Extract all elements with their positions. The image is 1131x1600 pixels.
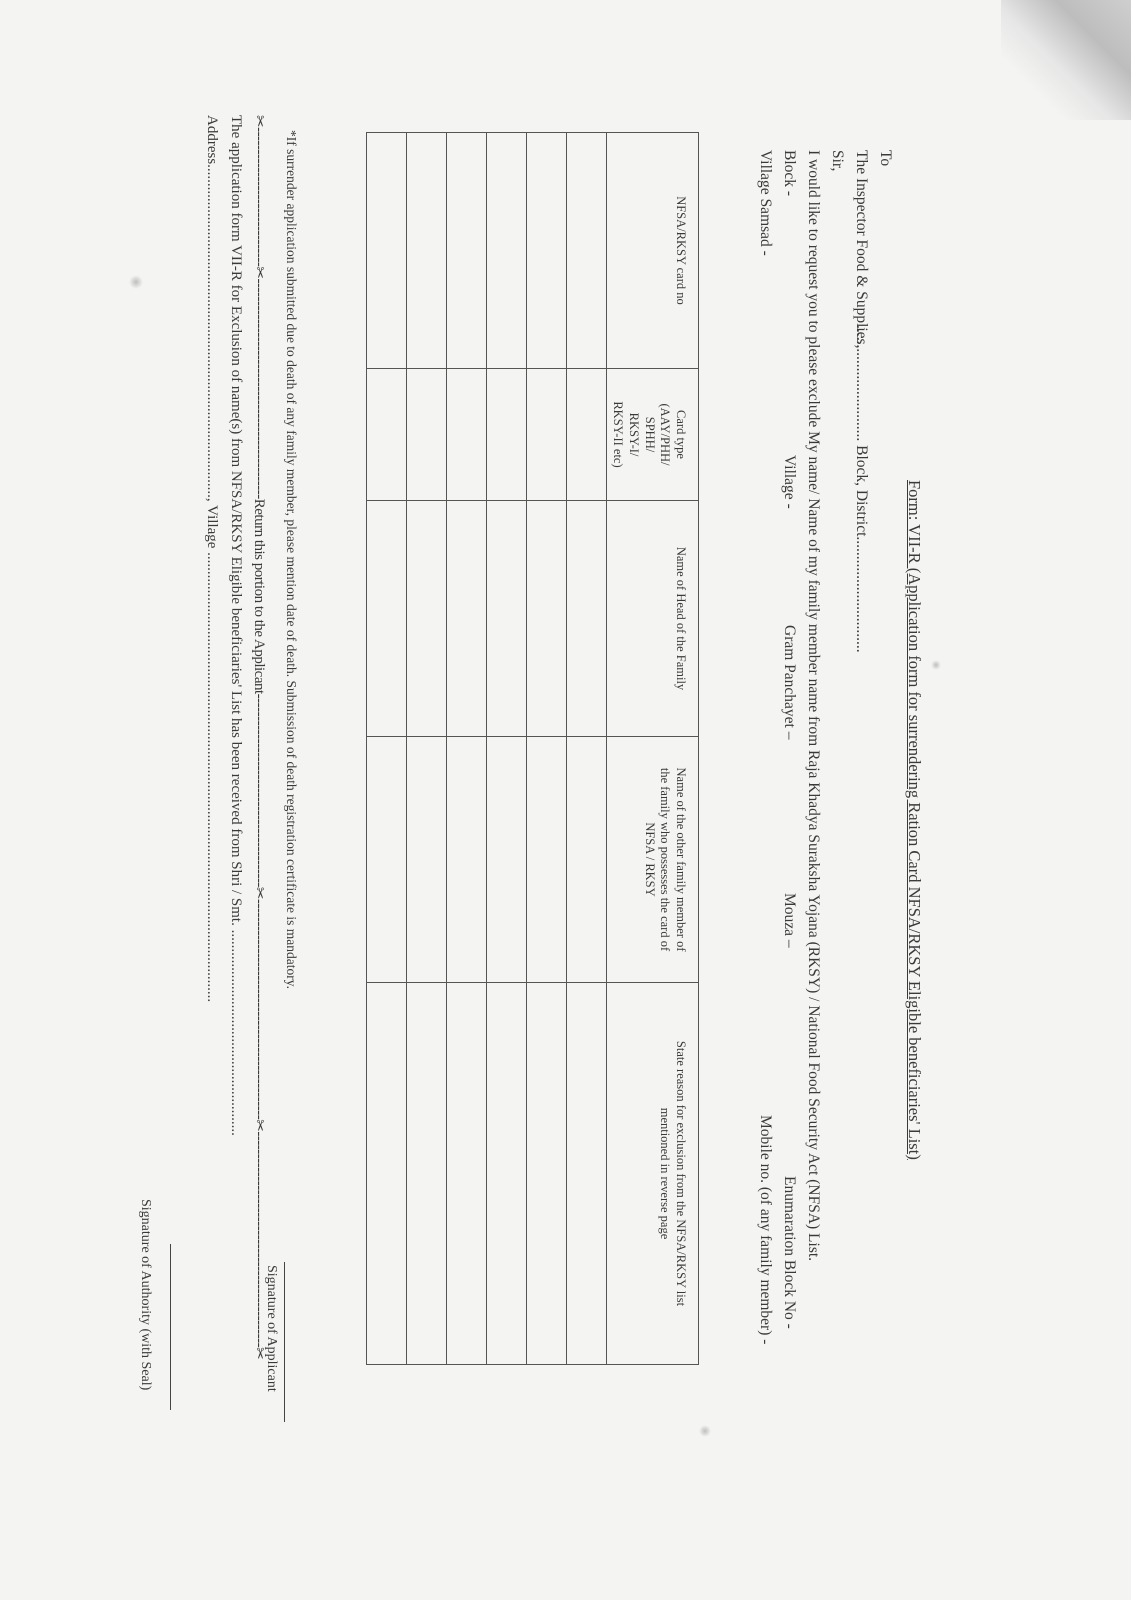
table-cell <box>407 983 447 1365</box>
table-cell <box>527 737 567 983</box>
table-cell <box>567 983 607 1365</box>
table-cell <box>487 737 527 983</box>
table-cell <box>447 369 487 501</box>
mouza-field: Mouza – <box>781 893 798 948</box>
table-cell <box>527 501 567 737</box>
death-footnote: *If surrender application submitted due to death of any family member, please mention date of death. Submission of death registration certificate is mandatory. <box>284 130 299 989</box>
table-cell <box>407 369 447 501</box>
address-line-block-district: .............................. Block, District.............................. <box>853 325 870 653</box>
table-row <box>567 133 607 1365</box>
table-row <box>367 133 407 1365</box>
table-cell <box>527 133 567 369</box>
request-text: I would like to request you to please exclude My name/ Name of my family member name from Raja Khadya Suraksha Yojana (RKSY) / National Food Security Act (NFSA) List. <box>805 150 822 1262</box>
table-cell <box>567 133 607 369</box>
table-row <box>527 133 567 1365</box>
table-cell <box>487 133 527 369</box>
scan-speck <box>129 275 143 289</box>
table-cell <box>567 501 607 737</box>
signature-applicant-label: Signature of Applicant <box>264 1265 279 1392</box>
table-cell <box>567 369 607 501</box>
table-cell <box>487 501 527 737</box>
gram-panchayet-field: Gram Panchayet – <box>781 625 798 740</box>
signature-authority-label: Signature of Authority (with Seal) <box>138 1199 153 1391</box>
table-cell <box>367 501 407 737</box>
table-cell <box>367 133 407 369</box>
col-header-card-type: Card type (AAY/PHH/ SPHH/ RKSY-I/ RKSY-II etc) <box>607 369 699 501</box>
table-cell <box>527 983 567 1365</box>
col-header-card-no: NFSA/RKSY card no <box>607 133 699 369</box>
table-row <box>487 133 527 1365</box>
village-field: Village - <box>781 455 798 509</box>
table-body <box>367 133 607 1365</box>
beneficiary-table <box>366 132 699 1365</box>
salutation: Sir, <box>829 150 846 172</box>
signature-authority-line <box>170 1244 171 1410</box>
table-header-row <box>607 133 699 1365</box>
signature-applicant-line <box>284 1262 285 1422</box>
table-cell <box>447 983 487 1365</box>
village-samsad-field: Village Samsad - <box>757 150 774 256</box>
table-cell <box>407 133 447 369</box>
table-cell <box>367 983 407 1365</box>
table-cell <box>367 369 407 501</box>
cut-line: ✂-------------------------------✂-------------------------------------------------Return this portion to the Applicant-------------------------------------------✂-------------------------------------------------✂------------------------------------------------✂ <box>251 115 267 1360</box>
scan-speck <box>931 660 941 670</box>
form-title: Form: VII-R (Application form for surrendering Ration Card NFSA/RKSY Eligible beneficiaries' List) <box>905 480 924 1160</box>
col-header-other-member: Name of the other family member of the family who possesses the card of NFSA / RKSY <box>607 737 699 983</box>
address-line-inspector: The Inspector Food & Supplies, <box>853 150 870 349</box>
col-header-exclusion-reason: State reason for exclusion from the NFSA/RKSY list mentioned in reverse page <box>607 983 699 1365</box>
table-cell <box>527 369 567 501</box>
table-cell <box>407 737 447 983</box>
table-cell <box>447 737 487 983</box>
col-header-head-of-family: Name of Head of the Family <box>607 501 699 737</box>
receipt-line-1: The application form VII-R for Exclusion of name(s) from NFSA/RKSY Eligible beneficiaries' List has been received from Shri / Smt. ....................................................... <box>228 115 244 1136</box>
table-cell <box>447 501 487 737</box>
table-row <box>407 133 447 1365</box>
receipt-line-2: Address........................................................................................., Village ........................................................................................................................ <box>204 115 220 1003</box>
table-cell <box>487 369 527 501</box>
enumeration-block-field: Enumaration Block No - <box>781 1176 798 1329</box>
table-cell <box>487 983 527 1365</box>
table-row <box>447 133 487 1365</box>
scan-speck <box>699 1425 711 1437</box>
block-field: Block - <box>781 150 798 197</box>
table-cell <box>447 133 487 369</box>
address-to: To <box>877 150 894 167</box>
table-cell <box>367 737 407 983</box>
mobile-field: Mobile no. (of any family member) - <box>757 1115 774 1345</box>
table-cell <box>567 737 607 983</box>
table-cell <box>407 501 447 737</box>
